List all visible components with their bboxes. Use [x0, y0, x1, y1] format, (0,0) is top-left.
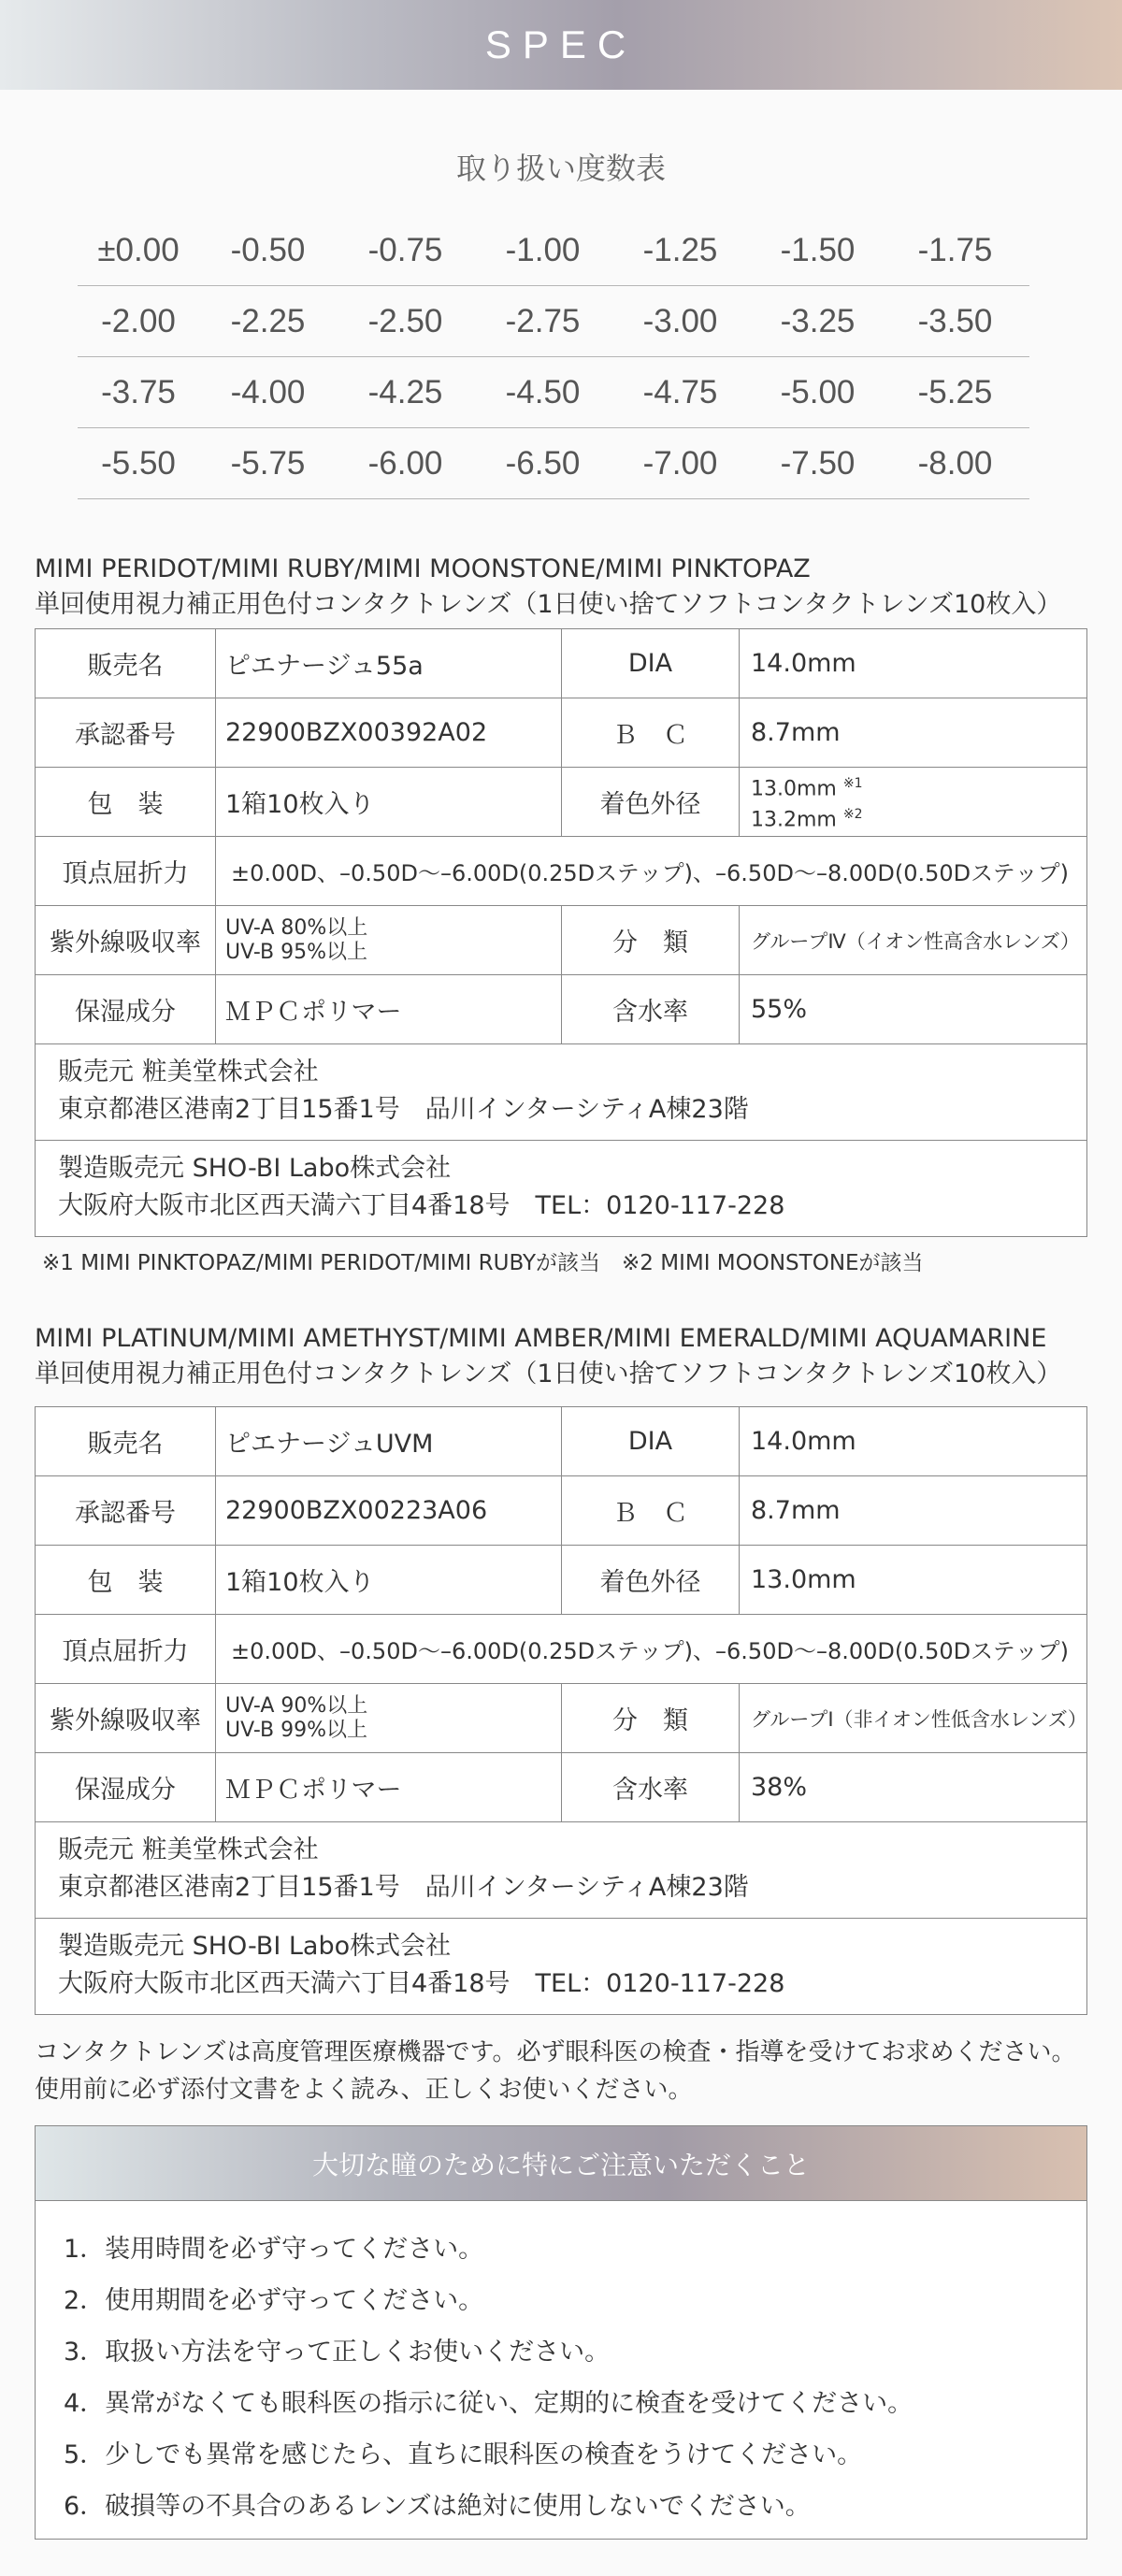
- bc-value: 8.7mm: [751, 1496, 841, 1525]
- power-row: [78, 215, 1029, 286]
- color-dia-values: [740, 768, 1086, 836]
- caution-list: [36, 2201, 1086, 2532]
- spec-row: [36, 1684, 1086, 1753]
- medical-notice: [35, 2034, 1075, 2108]
- dia-label: DIA: [562, 629, 740, 698]
- package-label: 包 装: [36, 768, 216, 836]
- bc-value: 8.7mm: [751, 718, 841, 747]
- caution-header: [36, 2126, 1086, 2201]
- caution-item: 3．取扱い方法を守って正しくお使いください。: [64, 2338, 611, 2367]
- power-row: [78, 428, 1029, 499]
- product2-heading: [35, 1321, 1061, 1392]
- spec-row: [36, 768, 1086, 837]
- package-value: 1箱10枚入り: [216, 768, 562, 836]
- approval-value: 22900BZX00392A02: [216, 698, 562, 767]
- power-value: -3.00: [642, 302, 718, 339]
- color-dia-value: 13.2mm $^{※2}$: [751, 806, 863, 831]
- sales-name-value: ピエナージュ55a: [216, 629, 562, 698]
- bc-label: Ｂ Ｃ: [562, 698, 740, 767]
- uva-value: UV-A 80%以上: [225, 915, 368, 940]
- power-value: -1.25: [642, 231, 718, 268]
- color-dia-value: 13.0mm $^{※1}$: [751, 776, 863, 801]
- maker-name: 製造販売元 SHO-BI Labo株式会社: [58, 1932, 452, 1961]
- water-value: 55%: [751, 995, 808, 1024]
- seller-info: [36, 1822, 1086, 1919]
- power-value: -7.00: [642, 444, 718, 482]
- product2-lineup: MIMI PLATINUM/MIMI AMETHYST/MIMI AMBER/MIMI EMERALD/MIMI AQUAMARINE: [35, 1324, 1047, 1353]
- seller-address: 東京都港区港南2丁目15番1号 品川インターシティA棟23階: [58, 1095, 749, 1124]
- product2-description: 単回使用視力補正用色付コンタクトレンズ（1日使い捨てソフトコンタクトレンズ10枚入）: [35, 1360, 1062, 1389]
- water-label: 含水率: [562, 1753, 740, 1821]
- approval-value: 22900BZX00223A06: [216, 1476, 562, 1545]
- power-row: [78, 286, 1029, 357]
- power-value: -3.50: [917, 302, 993, 339]
- power-value: -2.25: [230, 302, 306, 339]
- power-value: -1.50: [780, 231, 856, 268]
- spec-row: [36, 1615, 1086, 1684]
- product1-description: 単回使用視力補正用色付コンタクトレンズ（1日使い捨てソフトコンタクトレンズ10枚入）: [35, 590, 1062, 619]
- uvb-value: UV-B 99%以上: [225, 1718, 368, 1742]
- uv-label: 紫外線吸収率: [36, 906, 216, 974]
- power-value: -2.75: [505, 302, 581, 339]
- caution-item: 2．使用期間を必ず守ってください。: [64, 2286, 484, 2315]
- caution-item: 4．異常がなくても眼科医の指示に従い、定期的に検査を受けてください。: [64, 2389, 913, 2418]
- dia-value: 14.0mm: [751, 649, 856, 678]
- power-value: -4.50: [505, 373, 581, 410]
- spec-row: [36, 1476, 1086, 1546]
- power-value: -2.00: [101, 302, 176, 339]
- spec-row: [36, 906, 1086, 975]
- spec-header: [0, 0, 1122, 90]
- caution-box: [35, 2125, 1087, 2540]
- power-table-title: 取り扱い度数表: [455, 151, 666, 186]
- sales-name-label: 販売名: [36, 629, 216, 698]
- power-value: ±0.00: [97, 231, 180, 268]
- sales-name-label: 販売名: [36, 1407, 216, 1475]
- caution-item: 5．少しでも異常を感じたら、直ちに眼科医の検査をうけてください。: [64, 2440, 863, 2469]
- approval-label: 承認番号: [36, 1476, 216, 1545]
- notice-line: コンタクトレンズは高度管理医療機器です。必ず眼科医の検査・指導を受けてお求めください。: [35, 2038, 1076, 2066]
- spec-row: [36, 1546, 1086, 1615]
- seller-name: 販売元 粧美堂株式会社: [58, 1058, 319, 1087]
- power-value: -3.75: [101, 373, 176, 410]
- caution-item: 1．装用時間を必ず守ってください。: [64, 2235, 484, 2264]
- uv-values: [216, 906, 562, 974]
- uva-value: UV-A 90%以上: [225, 1693, 368, 1718]
- seller-name: 販売元 粧美堂株式会社: [58, 1835, 319, 1864]
- power-value: -5.00: [780, 373, 856, 410]
- uv-label: 紫外線吸収率: [36, 1684, 216, 1752]
- moist-value: ＭＰＣポリマー: [216, 975, 562, 1043]
- bc-label: Ｂ Ｃ: [562, 1476, 740, 1545]
- caution-item: 6．破損等の不具合のあるレンズは絶対に使用しないでください。: [64, 2492, 811, 2521]
- water-value: 38%: [751, 1773, 808, 1802]
- power-value: -0.75: [367, 231, 443, 268]
- power-row: [78, 357, 1029, 428]
- power-value: -3.25: [780, 302, 856, 339]
- class-label: 分 類: [562, 1684, 740, 1752]
- moist-value: ＭＰＣポリマー: [216, 1753, 562, 1821]
- product1-spec-table: [35, 628, 1087, 1237]
- spec-row: [36, 837, 1086, 906]
- spec-row: [36, 629, 1086, 698]
- maker-info: [36, 1919, 1086, 2014]
- power-value: -6.50: [505, 444, 581, 482]
- spec-row: [36, 698, 1086, 768]
- power-table: [78, 215, 1029, 499]
- maker-name: 製造販売元 SHO-BI Labo株式会社: [58, 1154, 452, 1183]
- dia-value: 14.0mm: [751, 1427, 856, 1456]
- power-label: 頂点屈折力: [36, 1615, 216, 1683]
- dia-label: DIA: [562, 1407, 740, 1475]
- maker-address: 大阪府大阪市北区西天満六丁目4番18号 TEL：0120-117-228: [58, 1969, 785, 1998]
- color-dia-label: 着色外径: [562, 768, 740, 836]
- product2-spec-table: [35, 1406, 1087, 2015]
- spec-row: [36, 1407, 1086, 1476]
- moist-label: 保湿成分: [36, 975, 216, 1043]
- seller-address: 東京都港区港南2丁目15番1号 品川インターシティA棟23階: [58, 1873, 749, 1902]
- product1-heading: [35, 552, 1061, 623]
- uv-values: [216, 1684, 562, 1752]
- power-value: -4.25: [367, 373, 443, 410]
- spec-title: SPEC: [484, 22, 638, 66]
- power-value: -4.00: [230, 373, 306, 410]
- caution-title: 大切な瞳のために特にご注意いただくこと: [311, 2149, 810, 2180]
- power-value: -1.00: [505, 231, 581, 268]
- spec-row: [36, 975, 1086, 1044]
- power-value: ±0.00D、–0.50D〜–6.00D(0.25Dステップ)、–6.50D〜–8.00D(0.50Dステップ): [231, 1638, 1070, 1664]
- uvb-value: UV-B 95%以上: [225, 940, 368, 964]
- class-label: 分 類: [562, 906, 740, 974]
- power-value: -7.50: [780, 444, 856, 482]
- power-value: -5.25: [917, 373, 993, 410]
- color-dia-label: 着色外径: [562, 1546, 740, 1614]
- notice-line: 使用前に必ず添付文書をよく読み、正しくお使いください。: [35, 2076, 693, 2104]
- water-label: 含水率: [562, 975, 740, 1043]
- power-value: -8.00: [917, 444, 993, 482]
- power-value: -1.75: [917, 231, 993, 268]
- class-value: グループⅣ（イオン性高含水レンズ）: [751, 929, 1080, 953]
- power-value: -5.50: [101, 444, 176, 482]
- package-value: 1箱10枚入り: [216, 1546, 562, 1614]
- spec-row: [36, 1753, 1086, 1822]
- maker-info: [36, 1141, 1086, 1236]
- power-value: ±0.00D、–0.50D〜–6.00D(0.25Dステップ)、–6.50D〜–8.00D(0.50Dステップ): [231, 860, 1070, 886]
- class-value: グループⅠ（非イオン性低含水レンズ）: [751, 1707, 1087, 1731]
- power-value: -2.50: [367, 302, 443, 339]
- moist-label: 保湿成分: [36, 1753, 216, 1821]
- power-value: -0.50: [230, 231, 306, 268]
- power-label: 頂点屈折力: [36, 837, 216, 905]
- power-value: -6.00: [367, 444, 443, 482]
- package-label: 包 装: [36, 1546, 216, 1614]
- power-value: -5.75: [230, 444, 306, 482]
- maker-address: 大阪府大阪市北区西天満六丁目4番18号 TEL：0120-117-228: [58, 1191, 785, 1220]
- color-dia-value: 13.0mm: [751, 1565, 856, 1594]
- power-value: -4.75: [642, 373, 718, 410]
- seller-info: [36, 1044, 1086, 1141]
- product1-lineup: MIMI PERIDOT/MIMI RUBY/MIMI MOONSTONE/MIMI PINKTOPAZ: [35, 554, 811, 583]
- sales-name-value: ピエナージュUVM: [216, 1407, 562, 1475]
- product1-footnote: ※1 MIMI PINKTOPAZ/MIMI PERIDOT/MIMI RUBYが該当 ※2 MIMI MOONSTONEが該当: [42, 1251, 924, 1275]
- approval-label: 承認番号: [36, 698, 216, 767]
